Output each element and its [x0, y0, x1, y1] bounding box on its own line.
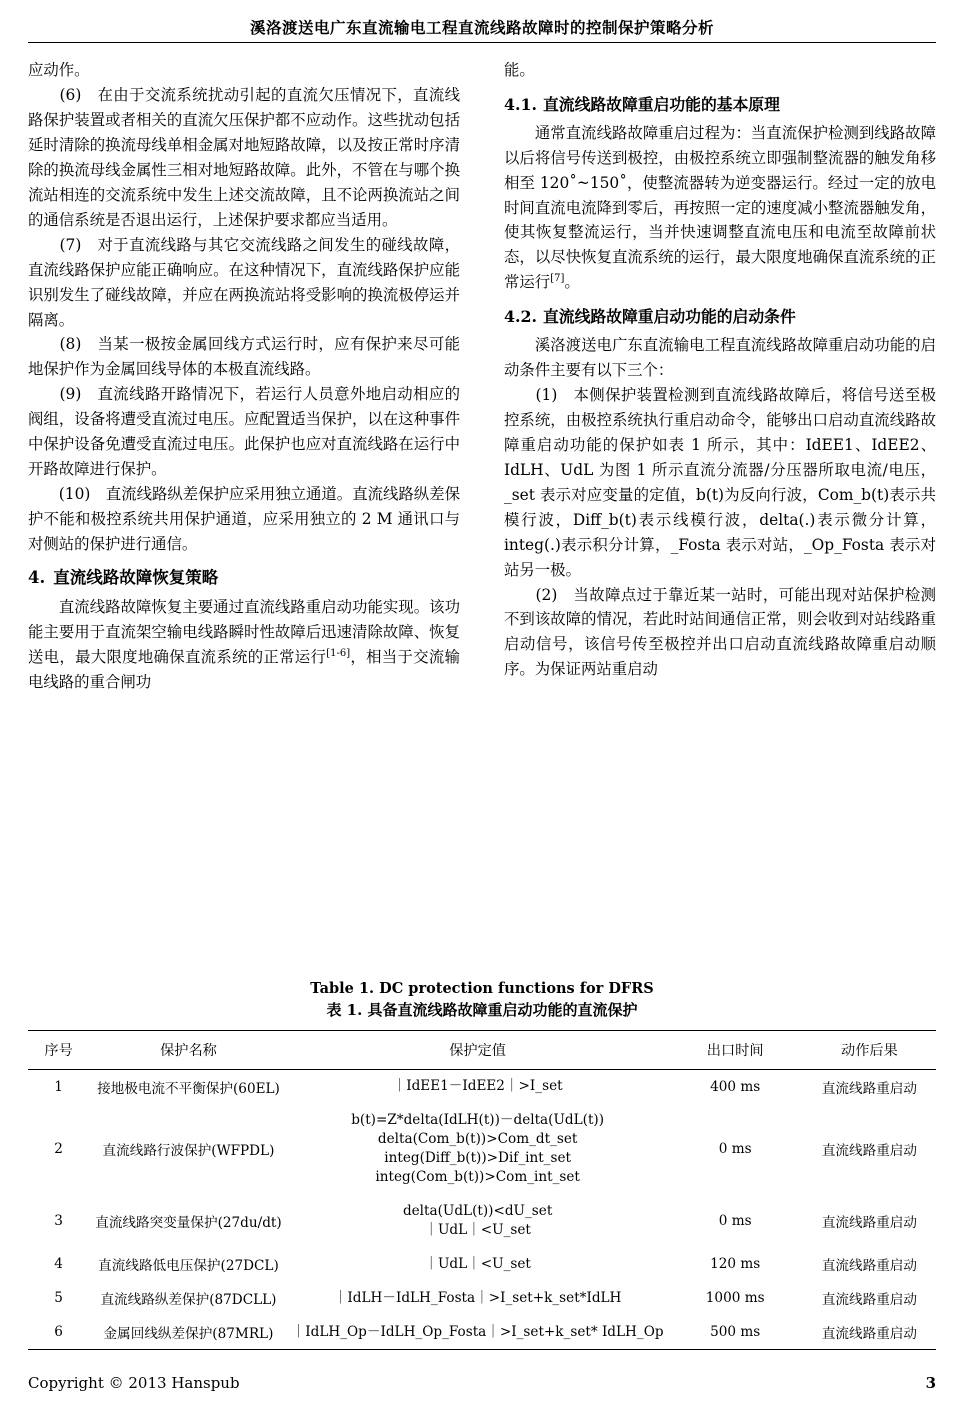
cell-no: 6	[54, 1324, 63, 1341]
cell-effect: 直流线路重启动	[821, 1326, 917, 1343]
cell-effect: 直流线路重启动	[821, 1292, 917, 1309]
paragraph: 能。	[504, 61, 535, 79]
column-header-name: 保护名称	[160, 1042, 217, 1059]
citation-ref: [1-6]	[326, 647, 351, 659]
subsection-heading-4-2	[504, 305, 936, 329]
running-head: 溪洛渡送电广东直流输电工程直流线路故障时的控制保护策略分析	[249, 18, 714, 37]
paragraph: (9) 直流线路开路情况下，若运行人员意外地启动相应的阀组，设备将遭受直流过电压。应配置适当保护，以在这种事件中保护设备免遭受直流过电压。此保护也应对直流线路在运行中开路故障进行保护。	[28, 385, 460, 479]
setting-line: delta(Com_b(t))>Com_dt_set	[377, 1130, 578, 1147]
column-header-time: 出口时间	[706, 1042, 764, 1059]
cell-effect: 直流线路重启动	[821, 1143, 917, 1160]
setting-line: ｜UdL｜<U_set	[424, 1222, 531, 1238]
cell-time: 1000 ms	[705, 1290, 765, 1307]
header-rule	[28, 42, 936, 43]
paragraph-text-tail: 。	[564, 273, 580, 292]
paragraph: 溪洛渡送电广东直流输电工程直流线路故障重启动功能的启动条件主要有以下三个：	[504, 336, 936, 379]
table-row	[28, 1069, 936, 1104]
cell-setting	[288, 1195, 668, 1248]
section-number: 4.	[28, 568, 46, 588]
page-number: 3	[925, 1374, 936, 1392]
table-block	[28, 978, 936, 1350]
cell-name: 接地极电流不平衡保护(60EL)	[97, 1080, 280, 1097]
table-row	[28, 1195, 936, 1248]
paragraph: (1) 本侧保护装置检测到直流线路故障后，将信号送至极控系统，由极控系统执行重启动命令，能够出口启动直流线路故障重启动功能的保护如表 1 所示，其中：IdEE1、IdEE2、IdLH、UdL 为图 1 所示直流分流器/分压器所取电流/电压，_set 表示对应变量的定值，b(t)为反向行波，Com_b(t)表示共模行波，Diff_b(t)表示线模行波，delta(.)表示微分计算，integ(.)表示积分计算，_Fosta 表示对站，_Op_Fosta 表示对站另一极。	[504, 385, 936, 579]
paragraph-text: 直流线路故障恢复主要通过直流线路重启动功能实现。该功能主要用于直流架空输电线路瞬时性故障后迅速清除故障、恢复送电，最大限度地确保直流系统的正常运行	[28, 597, 460, 666]
cell-time: 400 ms	[710, 1078, 761, 1095]
cell-time: 120 ms	[710, 1256, 761, 1273]
left-column	[28, 58, 460, 695]
section-heading-4	[28, 566, 460, 591]
cell-time: 0 ms	[718, 1141, 752, 1158]
cell-setting	[288, 1281, 668, 1315]
column-header-effect: 动作后果	[841, 1042, 898, 1059]
cell-setting	[288, 1069, 668, 1104]
setting-line: b(t)=Z*delta(IdLH(t))－delta(UdL(t))	[351, 1111, 605, 1128]
paragraph	[504, 121, 936, 296]
paragraph-text: 通常直流线路故障重启过程为：当直流保护检测到线路故障以后将信号传送到极控，由极控系统立即强制整流器的触发角移相至 120˚~150˚，使整流器转为逆变器运行。经过一定的放电时间直流电流降到零后，再按照一定的速度减小整流器触发角，使其恢复整流运行，当并快速调整直流电压和电流至故障前状态，以尽快恢复直流系统的运行，最大限度地确保直流系统的正常运行	[504, 123, 936, 292]
cell-no: 4	[54, 1256, 63, 1273]
paragraph: 应动作。	[28, 61, 90, 79]
paragraph: (2) 当故障点过于靠近某一站时，可能出现对站保护检测不到该故障的情况，若此时站间通信正常，则会收到对站线路重启动信号，该信号传至极控并出口启动直流线路故障重启动顺序。为保证两站重启动	[504, 585, 936, 679]
cell-no: 1	[54, 1078, 63, 1095]
cell-time: 500 ms	[710, 1324, 761, 1341]
paragraph: (7) 对于直流线路与其它交流线路之间发生的碰线故障，直流线路保护应能正确响应。在这种情况下，直流线路保护应能识别发生了碰线故障，并应在两换流站将受影响的换流极停运并隔离。	[28, 235, 460, 329]
citation-ref: [7]	[550, 273, 565, 285]
cell-name: 直流线路低电压保护(27DCL)	[98, 1258, 279, 1275]
cell-setting	[288, 1104, 668, 1195]
body-columns	[28, 58, 936, 958]
cell-no: 3	[54, 1213, 63, 1229]
column-header-no: 序号	[44, 1042, 73, 1059]
setting-line: ｜UdL｜<U_set	[424, 1255, 531, 1272]
cell-setting	[288, 1247, 668, 1281]
table-body	[28, 1069, 936, 1350]
cell-effect: 直流线路重启动	[821, 1258, 917, 1275]
cell-setting	[288, 1315, 668, 1350]
table-row	[28, 1104, 936, 1195]
table-caption-zh: 表 1. 具备直流线路故障重启动功能的直流保护	[326, 1001, 638, 1020]
paragraph-text-tail: ，相当于交流输电线路的重合闸功	[28, 647, 460, 691]
cell-effect: 直流线路重启动	[821, 1215, 917, 1231]
paragraph	[28, 595, 460, 695]
table-caption-en: Table 1. DC protection functions for DFRS	[310, 980, 654, 997]
cell-name: 金属回线纵差保护(87MRL)	[103, 1326, 274, 1343]
subsection-heading-4-1	[504, 93, 936, 117]
cell-name: 直流线路突变量保护(27du/dt)	[95, 1215, 282, 1231]
paragraph: (10) 直流线路纵差保护应采用独立通道。直流线路纵差保护不能和极控系统共用保护通道，应采用独立的 2 M 通讯口与对侧站的保护进行通信。	[28, 485, 460, 554]
subsection-number: 4.2.	[504, 307, 537, 327]
subsection-number: 4.1.	[504, 94, 537, 114]
copyright-notice: Copyright © 2013 Hanspub	[28, 1374, 240, 1392]
cell-name: 直流线路纵差保护(87DCLL)	[100, 1292, 277, 1309]
setting-line: ｜IdEE1－IdEE2｜>I_set	[392, 1077, 563, 1094]
right-column	[504, 58, 936, 682]
column-header-setting: 保护定值	[449, 1042, 506, 1059]
setting-line: ｜IdLH－IdLH_Fosta｜>I_set+k_set*IdLH	[333, 1289, 622, 1306]
table-row	[28, 1315, 936, 1350]
cell-no: 2	[54, 1141, 63, 1158]
setting-line: integ(Diff_b(t))>Dif_int_set	[384, 1150, 571, 1167]
cell-time: 0 ms	[718, 1213, 752, 1229]
table-header-row	[28, 1030, 936, 1069]
subsection-title: 直流线路故障重启动功能的启动条件	[542, 307, 796, 327]
table-row	[28, 1281, 936, 1315]
table-head	[28, 1030, 936, 1069]
cell-no: 5	[54, 1290, 63, 1307]
paragraph: (6) 在由于交流系统扰动引起的直流欠压情况下，直流线路保护装置或者相关的直流欠压保护都不应动作。这些扰动包括延时清除的换流母线单相金属对地短路故障，以及按正常时序清除的换流母线金属性三相对地短路故障。此外，不管在与哪个换流站相连的交流系统中发生上述交流故障，且不论两换流站之间的通信系统是否退出运行，上述保护要求都应当适用。	[28, 85, 460, 229]
cell-name: 直流线路行波保护(WFPDL)	[102, 1143, 275, 1160]
dc-protection-table	[28, 1030, 936, 1351]
cell-effect: 直流线路重启动	[821, 1080, 917, 1097]
setting-line: ｜IdLH_Op－IdLH_Op_Fosta｜>I_set+k_set* IdLH_Op	[291, 1323, 664, 1340]
paragraph: (8) 当某一极按金属回线方式运行时，应有保护来尽可能地保护作为金属回线导体的本极直流线路。	[28, 335, 460, 379]
setting-line: delta(UdL(t))<dU_set	[402, 1202, 553, 1219]
subsection-title: 直流线路故障重启功能的基本原理	[542, 94, 780, 114]
setting-line: integ(Com_b(t))>Com_int_set	[375, 1169, 580, 1186]
section-title: 直流线路故障恢复策略	[53, 568, 219, 588]
table-row	[28, 1247, 936, 1281]
